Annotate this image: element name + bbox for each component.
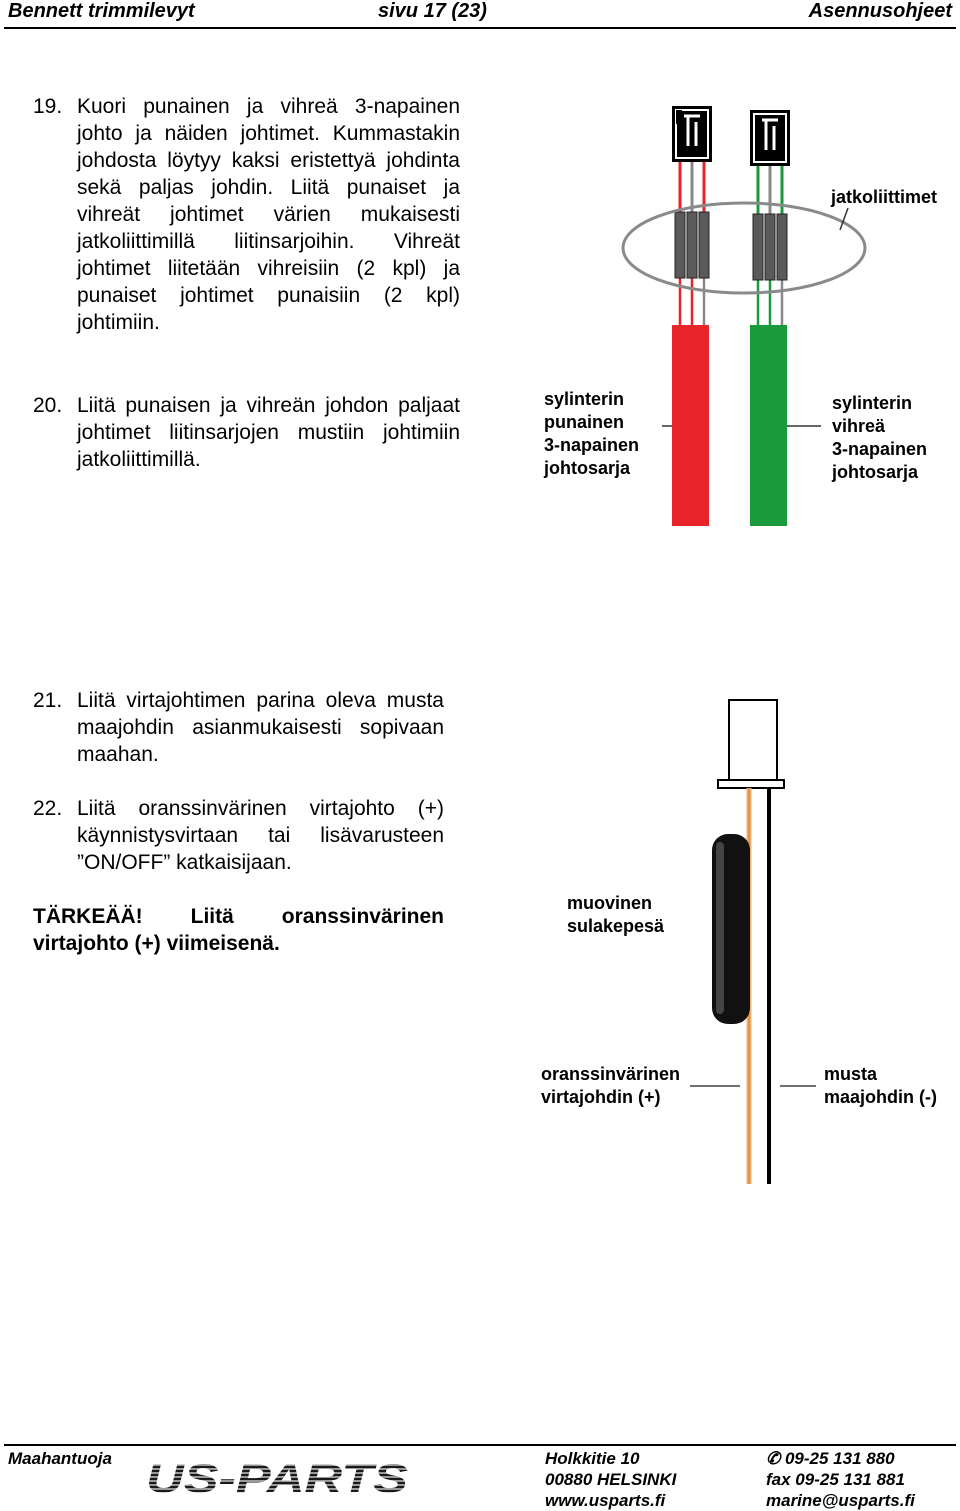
header-divider [4,27,956,29]
fuse-holder-label: muovinen sulakepesä [567,893,665,936]
black-wire-label: musta maajohdin (-) [824,1064,937,1107]
step-text: Liitä virtajohtimen parina oleva musta maajohdin asianmukaisesti sopivaan maahan. [77,689,444,766]
step-20 [33,392,460,473]
header-right: Asennusohjeet [808,0,952,22]
header-page-number: sivu 17 (23) [378,0,487,22]
important-note: TÄRKEÄÄ! Liitä oranssinvärinen virtajohto (+) viimeisenä. [33,905,444,955]
right-plug-icon [750,110,790,166]
footer-fax: fax 09-25 131 881 [766,1470,905,1489]
page-header [0,0,960,28]
fuse-holder-illustration [676,684,806,1184]
footer-web-link[interactable]: www.usparts.fi [545,1491,666,1510]
step-19 [33,93,460,336]
header-left: Bennett trimmilevyt [8,0,195,22]
footer-street: Holkkitie 10 [545,1449,640,1468]
svg-text:US-PARTS: US-PARTS [146,1458,409,1498]
footer-importer: Maahantuoja [8,1449,112,1468]
step-22 [33,795,444,876]
left-plug-icon [672,106,712,162]
wire-label-leaders [690,1080,830,1100]
connector-label: jatkoliittimet [831,187,938,207]
fuse-holder-icon [712,834,750,1024]
step-number: 19. [33,95,63,118]
footer-phone: ✆ 09-25 131 880 [766,1449,895,1468]
red-harness-label: sylinterin punainen 3-napainen johtosarja [544,389,640,478]
footer-divider [4,1444,956,1446]
step-text: Kuori punainen ja vihreä 3-napainen johto ja näiden johtimet. Kummastakin johdosta löytyy kaksi eristettyä johdinta sekä paljas johdin. Liitä punaiset ja vihreät johtimet värien mukaisesti jatkoliittimillä liitinsarjoihin. Vihreät johtimet liitetään vihreisiin (2 kpl) ja punaiset johtimet punaisiin (2 kpl) johtimiin. [77,95,460,334]
plug-cap-icon [729,700,777,780]
step-number: 21. [33,689,63,712]
step-text: Liitä punaisen ja vihreän johdon paljaat johtimet liitinsarjojen mustiin johtimiin jatkoliittimillä. [77,394,460,471]
green-harness-label: sylinterin vihreä 3-napainen johtosarja [832,393,928,482]
us-parts-logo [146,1458,410,1498]
step-number: 20. [33,394,63,417]
footer-city: 00880 HELSINKI [545,1470,677,1489]
step-number: 22. [33,797,63,820]
footer-email-link[interactable]: marine@usparts.fi [766,1491,915,1510]
green-cable [750,325,787,526]
orange-wire-label: oranssinvärinen virtajohdin (+) [541,1064,681,1107]
step-21 [33,687,444,768]
step-text: Liitä oranssinvärinen virtajohto (+) käynnistysvirtaan tai lisävarusteen ”ON/OFF” katkaisijaan. [77,797,444,874]
red-cable [672,325,709,526]
